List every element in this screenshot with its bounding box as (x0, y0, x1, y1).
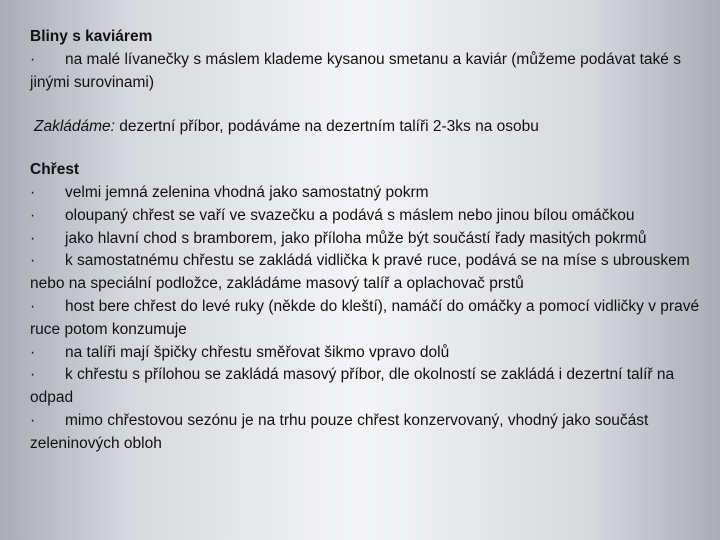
section-title-chrest: Chřest (30, 161, 80, 179)
bullet-marker: · (30, 343, 36, 361)
list-item (30, 342, 700, 365)
bullet-marker: · (30, 411, 36, 429)
bullet-text: oloupaný chřest se vaří ve svazečku a podává s máslem nebo jinou bílou omáčkou (65, 206, 635, 224)
bullet-text: k samostatnému chřestu se zakládá vidlička k pravé ruce, podává se na míse s ubrouskem nebo na speciální podložce, zakládáme masový talíř a oplachovač prstů (30, 252, 690, 293)
section-title-bliny: Bliny s kaviárem (30, 28, 153, 45)
list-item (30, 296, 700, 342)
bullet-marker: · (30, 183, 36, 201)
list-item (30, 182, 700, 205)
bullet-marker: · (30, 297, 36, 315)
note-label: Zakládáme: (34, 118, 115, 136)
bullet-marker: · (30, 252, 36, 270)
bullet-text: na malé lívanečky s máslem klademe kysanou smetanu a kaviár (můžeme podávat také s jinými surovinami) (30, 50, 681, 91)
slide-content (30, 26, 700, 456)
list-item (30, 250, 700, 296)
bullet-marker: · (30, 50, 36, 68)
bullet-text: na talíři mají špičky chřestu směřovat šikmo vpravo dolů (65, 343, 450, 361)
bullet-text: host bere chřest do levé ruky (někde do kleští), namáčí do omáčky a pomocí vidličky v pravé ruce potom konzumuje (30, 297, 700, 338)
bullet-text: mimo chřestovou sezónu je na trhu pouze chřest konzervovaný, vhodný jako součást zeleninových obloh (30, 411, 649, 452)
list-item (30, 205, 700, 228)
bullet-marker: · (30, 229, 36, 247)
list-item (30, 410, 700, 456)
serving-note (30, 116, 700, 139)
bullet-text: k chřestu s přílohou se zakládá masový příbor, dle okolností se zakládá i dezertní talíř na odpad (30, 366, 675, 407)
bullet-marker: · (30, 206, 36, 224)
note-text: dezertní příbor, podáváme na dezertním talíři 2-3ks na osobu (114, 118, 539, 136)
list-item (30, 364, 700, 410)
bullet-marker: · (30, 366, 36, 384)
list-item (30, 49, 700, 95)
bullet-text: jako hlavní chod s bramborem, jako příloha může být součástí řady masitých pokrmů (65, 229, 647, 247)
list-item (30, 228, 700, 251)
bullet-text: velmi jemná zelenina vhodná jako samostatný pokrm (65, 183, 429, 201)
